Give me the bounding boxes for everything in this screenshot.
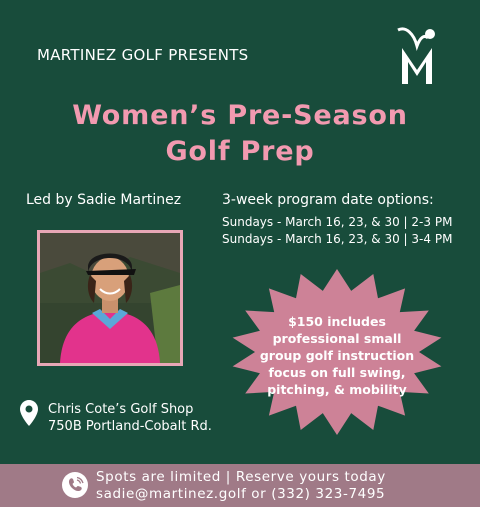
location-name: Chris Cote’s Golf Shop [48, 402, 194, 417]
offer-text [252, 313, 422, 398]
location-address [48, 401, 212, 435]
phone-icon [62, 472, 88, 498]
instructor-label: Led by Sadie Martinez [26, 192, 182, 208]
contact-info [96, 469, 386, 503]
presents-label: MARTINEZ GOLF PRESENTS [37, 46, 249, 64]
instructor-photo [37, 230, 183, 366]
map-pin-icon [20, 400, 38, 426]
date-options [222, 214, 452, 248]
offer-line: group golf instruction [259, 348, 415, 363]
location-street: 750B Portland-Cobalt Rd. [48, 419, 212, 434]
offer-line: professional small [272, 331, 402, 346]
contact-details[interactable]: sadie@martinez.golf or (332) 323-7495 [96, 486, 386, 502]
title-line-1: Women’s Pre-Season [72, 100, 408, 131]
date-option: Sundays - March 16, 23, & 30 | 2-3 PM [222, 215, 453, 229]
title-line-2: Golf Prep [165, 136, 315, 167]
offer-line: pitching, & mobility [267, 382, 407, 397]
m-golf-logo-icon [392, 24, 442, 86]
offer-line: $150 includes [288, 314, 386, 329]
date-option: Sundays - March 16, 23, & 30 | 3-4 PM [222, 232, 453, 246]
program-heading: 3-week program date options: [222, 192, 434, 208]
offer-line: focus on full swing, [268, 365, 406, 380]
availability-note: Spots are limited | Reserve yours today [96, 469, 386, 485]
